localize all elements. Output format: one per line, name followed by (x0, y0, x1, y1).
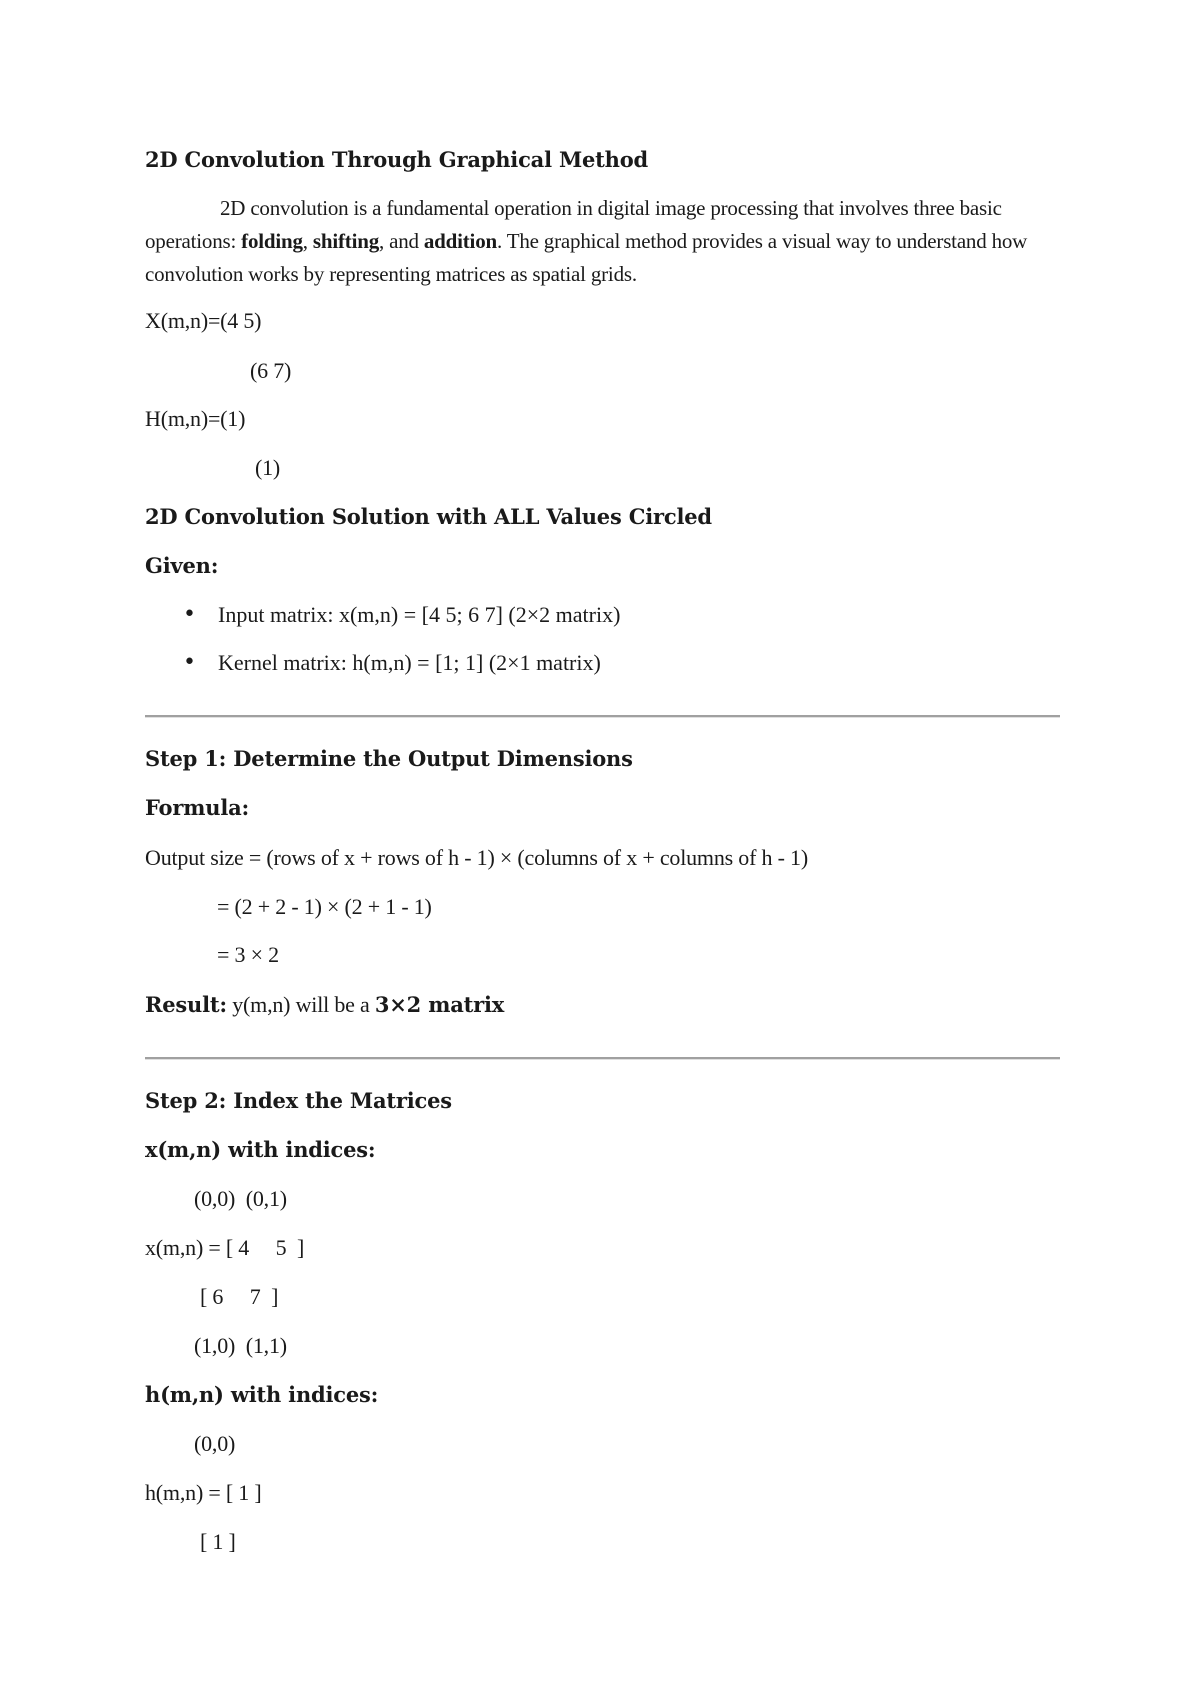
formula-line-2: = (2 + 2 - 1) × (2 + 1 - 1) (217, 894, 432, 919)
x-indices-label: x(m,n) with indices: (145, 1137, 376, 1162)
formula-line-1: Output size = (rows of x + rows of h - 1) × (columns of x + columns of h - 1) (145, 845, 808, 870)
x-def-row1: X(m,n)=(4 5) (145, 308, 262, 333)
h-matrix-row2: [ 1 ] (200, 1529, 236, 1554)
intro-sep-2: , and (379, 229, 424, 253)
result-line (145, 990, 504, 1020)
intro-bold-shifting: shifting (312, 229, 379, 253)
h-def-row2: (1) (255, 455, 281, 480)
h-indices-label: h(m,n) with indices: (145, 1382, 379, 1407)
step2-heading: Step 2: Index the Matrices (145, 1088, 452, 1113)
result-text: y(m,n) will be a (226, 992, 375, 1017)
result-label: Result: (145, 992, 227, 1017)
result-bold: 3×2 matrix (374, 992, 505, 1017)
h-top-indices: (0,0) (194, 1431, 236, 1456)
formula-label: Formula: (145, 795, 250, 820)
section-divider (145, 1057, 1060, 1060)
given-heading: Given: (145, 553, 219, 578)
solution-heading: 2D Convolution Solution with ALL Values Circled (145, 504, 712, 529)
intro-bold-addition: addition (423, 229, 497, 253)
formula-line-3: = 3 × 2 (217, 942, 279, 967)
given-item-input: Input matrix: x(m,n) = [4 5; 6 7] (2×2 matrix) (218, 602, 621, 627)
intro-sep-1: , (302, 229, 313, 253)
intro-text-2: . The graphical method provides a visual way to understand how convolution works by representing matrices as spatial grids. (145, 229, 1028, 286)
intro-paragraph (145, 192, 1075, 291)
section-divider (145, 715, 1060, 718)
document-title: 2D Convolution Through Graphical Method (145, 147, 649, 172)
h-matrix-row1: h(m,n) = [ 1 ] (145, 1480, 262, 1505)
x-top-indices: (0,0) (0,1) (194, 1186, 287, 1211)
given-item-kernel: Kernel matrix: h(m,n) = [1; 1] (2×1 matrix) (218, 650, 601, 675)
step1-heading: Step 1: Determine the Output Dimensions (145, 746, 633, 771)
bullet-icon: • (183, 602, 196, 627)
x-def-row2: (6 7) (250, 358, 292, 383)
intro-text-1: 2D convolution is a fundamental operation in digital image processing that involves three basic operations: (145, 196, 1002, 253)
x-matrix-row2: [ 6 7 ] (200, 1284, 279, 1309)
intro-bold-folding: folding (241, 229, 303, 253)
x-matrix-row1: x(m,n) = [ 4 5 ] (145, 1235, 305, 1260)
h-def-row1: H(m,n)=(1) (145, 406, 246, 431)
bullet-icon: • (183, 650, 196, 675)
x-bottom-indices: (1,0) (1,1) (194, 1333, 287, 1358)
